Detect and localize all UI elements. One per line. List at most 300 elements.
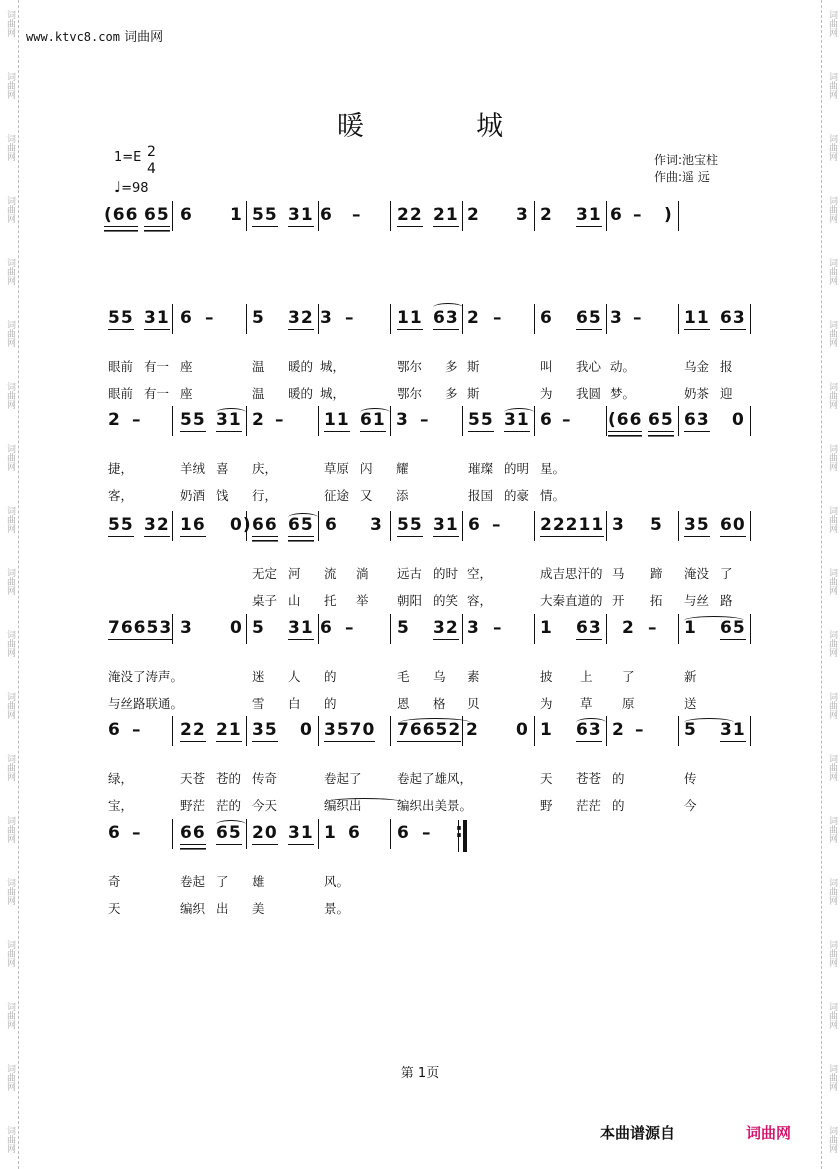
slur (324, 798, 404, 807)
lyric-verse1-r6-7: 天 (540, 771, 553, 786)
lyric-verse2-r6-7: 野 (540, 798, 553, 813)
lyric-verse1-r3-4: 庆， (252, 461, 278, 476)
note-r3-14: – (562, 410, 572, 430)
lyric-verse2-r2-12: 梦。 (610, 386, 636, 401)
lyric-verse1-r5-3: 人 (288, 669, 301, 684)
lyric-verse1-r3-7: 耀 (396, 461, 409, 476)
watermark-text: 词曲网 (5, 382, 15, 409)
lyric-verse2-r6-2: 野茫 (180, 798, 206, 813)
lyric-verse2-r2-8: 多 (445, 386, 458, 401)
note-r7-10: – (422, 823, 432, 843)
lyric-verse2-r2-3: 座 (180, 386, 193, 401)
barline (534, 614, 535, 644)
note-r3-9: 3 (396, 410, 409, 430)
watermark-text: 词曲网 (5, 754, 15, 781)
repeat-dots-icon: : (455, 818, 463, 842)
note-r3-18: 0 (732, 410, 745, 430)
lyric-verse2-r5-4: 的 (324, 696, 337, 711)
note-r3-6: – (275, 410, 285, 430)
lyric-verse2-r4-4: 举 (356, 593, 369, 608)
barline (246, 819, 247, 849)
note-r3-10: – (420, 410, 430, 430)
note-r2-3: 6 (180, 308, 193, 328)
lyric-verse1-r5-6: 乌 (433, 669, 446, 684)
lyric-verse1-r2-14: 报 (720, 359, 733, 374)
note-r5-14: 2 (622, 618, 635, 638)
lyric-verse2-r2-2: 有一 (144, 386, 170, 401)
footer-brand[interactable]: 词曲网 (746, 1124, 792, 1142)
barline (678, 716, 679, 746)
watermark-text: 词曲网 (827, 1064, 837, 1091)
note-r7-3: 66 (180, 823, 206, 843)
lyric-verse2-r4-10: 拓 (650, 593, 663, 608)
time-denominator: 4 (147, 161, 156, 177)
quarter-note-icon: ♩ (114, 178, 122, 196)
barline (246, 304, 247, 334)
note-r2-10: 63 (433, 308, 459, 328)
lyric-verse2-r2-4: 温 (252, 386, 265, 401)
note-r5-1: 76653 (108, 618, 173, 638)
note-r2-9: 11 (397, 308, 423, 328)
lyric-verse2-r2-1: 眼前 (108, 386, 134, 401)
note-r2-6: 32 (288, 308, 314, 328)
page-number: 第 1页 (400, 1066, 440, 1081)
barline (534, 716, 535, 746)
barline (462, 406, 463, 436)
note-r1-7: 6 (320, 205, 333, 225)
note-r2-15: 3 (610, 308, 623, 328)
note-r1-16: – (633, 205, 643, 225)
lyric-verse1-r6-8: 苍苍 (576, 771, 602, 786)
watermark-text: 词曲网 (5, 692, 15, 719)
lyric-verse1-r4-9: 马 (612, 566, 625, 581)
note-r3-3: 55 (180, 410, 206, 430)
lyric-verse1-r6-2: 天苍 (180, 771, 206, 786)
watermark-text: 词曲网 (5, 506, 15, 533)
barline (462, 614, 463, 644)
note-r5-7: – (345, 618, 355, 638)
lyric-verse2-r6-3: 茫的 (216, 798, 242, 813)
watermark-text: 词曲网 (5, 72, 15, 99)
barline (606, 511, 607, 541)
barline (606, 614, 607, 644)
lyric-verse1-r3-8: 璀璨 (468, 461, 494, 476)
lyric-verse2-r2-7: 鄂尔 (397, 386, 423, 401)
note-r1-11: 2 (467, 205, 480, 225)
note-r6-15: 5 (684, 720, 697, 740)
note-r6-5: 35 (252, 720, 278, 740)
lyric-verse1-r5-2: 迷 (252, 669, 265, 684)
note-r4-10: 31 (433, 515, 459, 535)
lyric-verse1-r5-5: 毛 (397, 669, 410, 684)
lyric-verse1-r7-4: 雄 (252, 874, 265, 889)
note-r4-2: 32 (144, 515, 170, 535)
lyric-verse1-r4-12: 了 (720, 566, 733, 581)
note-r1-5: 55 (252, 205, 278, 225)
lyric-verse2-r6-10: 今 (684, 798, 697, 813)
barline (462, 511, 463, 541)
lyric-verse1-r5-9: 上 (580, 669, 593, 684)
note-r6-9: 2 (466, 720, 479, 740)
note-r5-5: 31 (288, 618, 314, 638)
barline (750, 406, 751, 436)
lyric-verse2-r4-3: 托 (324, 593, 337, 608)
lyric-verse1-r2-3: 座 (180, 359, 193, 374)
lyric-verse1-r6-1: 绿， (108, 771, 134, 786)
lyric-verse1-r2-5: 暖的 (288, 359, 314, 374)
slur (576, 718, 606, 727)
lyric-verse2-r3-10: 情。 (540, 488, 566, 503)
title-char-2: 城 (476, 111, 504, 142)
barline (172, 819, 173, 849)
barline (390, 614, 391, 644)
credits (654, 152, 718, 186)
lyric-verse2-r4-6: 的笑 (433, 593, 459, 608)
note-r6-14: – (635, 720, 645, 740)
barline (390, 819, 391, 849)
lyric-verse1-r6-4: 传奇 (252, 771, 278, 786)
note-r4-12: – (492, 515, 502, 535)
lyric-verse1-r6-5: 卷起了 (324, 771, 362, 786)
barline (390, 304, 391, 334)
note-r2-18: 63 (720, 308, 746, 328)
barline (750, 304, 751, 334)
lyric-verse1-r4-3: 流 (324, 566, 337, 581)
barline (390, 201, 391, 231)
lyric-verse2-r2-5: 暖的 (288, 386, 314, 401)
lyric-verse1-r5-1: 淹没了涛声。 (108, 669, 184, 684)
barline (534, 304, 535, 334)
watermark-text: 词曲网 (5, 568, 15, 595)
slur (684, 616, 744, 625)
note-r5-11: – (493, 618, 503, 638)
note-r3-17: 63 (684, 410, 710, 430)
lyric-verse2-r5-11: 送 (684, 696, 697, 711)
lyric-verse1-r4-4: 淌 (356, 566, 369, 581)
note-r2-8: – (345, 308, 355, 328)
lyric-verse2-r3-6: 又 (360, 488, 373, 503)
note-r1-10: 21 (433, 205, 459, 225)
lyric-verse2-r6-5: 编织出 (324, 798, 362, 813)
lyric-verse1-r4-11: 淹没 (684, 566, 710, 581)
lyric-verse2-r2-10: 为 (540, 386, 553, 401)
note-r1-8: – (352, 205, 362, 225)
watermark-text: 词曲网 (827, 444, 837, 471)
barline (678, 614, 679, 644)
lyric-verse1-r2-13: 乌金 (684, 359, 710, 374)
lyric-verse1-r3-5: 草原 (324, 461, 350, 476)
watermark-text: 词曲网 (5, 134, 15, 161)
note-r5-16: 1 (684, 618, 697, 638)
lyric-verse1-r6-10: 传 (684, 771, 697, 786)
time-signature (147, 144, 156, 178)
note-r4-4: 0) (230, 515, 252, 535)
watermark-text: 词曲网 (827, 940, 837, 967)
lyric-verse1-r2-9: 斯 (467, 359, 480, 374)
note-r4-11: 6 (468, 515, 481, 535)
lyric-verse2-r6-8: 茫茫 (576, 798, 602, 813)
lyric-verse2-r6-4: 今天 (252, 798, 278, 813)
lyric-verse2-r7-2: 编织 (180, 901, 206, 916)
note-r2-2: 31 (144, 308, 170, 328)
lyric-verse2-r3-5: 征途 (324, 488, 350, 503)
barline (750, 614, 751, 644)
lyric-verse2-r4-11: 与丝 (684, 593, 710, 608)
lyric-verse1-r2-12: 动。 (610, 359, 636, 374)
lyric-verse2-r5-7: 贝 (467, 696, 480, 711)
note-r4-5: 66 (252, 515, 278, 535)
lyric-verse1-r2-8: 多 (445, 359, 458, 374)
lyric-verse1-r5-11: 新 (684, 669, 697, 684)
note-r1-1: (66 (104, 205, 139, 225)
lyric-verse2-r4-12: 路 (720, 593, 733, 608)
watermark-text: 词曲网 (827, 1126, 837, 1153)
note-r4-16: 35 (684, 515, 710, 535)
lyric-verse2-r5-2: 雪 (252, 696, 265, 711)
lyric-verse2-r3-2: 奶酒 (180, 488, 206, 503)
lyric-verse2-r2-6: 城， (320, 386, 346, 401)
note-r2-11: 2 (467, 308, 480, 328)
slur (288, 513, 318, 522)
note-r5-4: 5 (252, 618, 265, 638)
watermark-text: 词曲网 (827, 506, 837, 533)
note-r2-14: 65 (576, 308, 602, 328)
note-r2-16: – (633, 308, 643, 328)
final-barline-thick (463, 820, 467, 852)
watermark-text: 词曲网 (827, 134, 837, 161)
slur (684, 718, 734, 727)
note-r6-11: 1 (540, 720, 553, 740)
lyric-verse2-r2-11: 我圆 (576, 386, 602, 401)
lyric-verse2-r3-1: 客， (108, 488, 134, 503)
watermark-text: 词曲网 (827, 630, 837, 657)
note-r4-7: 6 (325, 515, 338, 535)
barline (318, 304, 319, 334)
lyric-verse1-r6-9: 的 (612, 771, 625, 786)
slur (360, 408, 390, 417)
lyric-verse1-r6-3: 苍的 (216, 771, 242, 786)
note-r3-1: 2 (108, 410, 121, 430)
barline (534, 201, 535, 231)
note-r3-7: 11 (324, 410, 350, 430)
tempo-value: =98 (121, 181, 149, 196)
watermark-text: 词曲网 (5, 196, 15, 223)
barline (246, 511, 247, 541)
lyric-verse1-r2-6: 城， (320, 359, 346, 374)
slur (504, 408, 534, 417)
note-r5-15: – (648, 618, 658, 638)
slur (433, 303, 463, 312)
slur (216, 408, 246, 417)
watermark-text: 词曲网 (5, 258, 15, 285)
barline (246, 614, 247, 644)
barline (606, 406, 607, 436)
note-r5-12: 1 (540, 618, 553, 638)
lyric-verse2-r2-13: 奶茶 (684, 386, 710, 401)
lyric-verse1-r7-1: 奇 (108, 874, 121, 889)
lyric-verse2-r6-1: 宝， (108, 798, 134, 813)
watermark-text: 词曲网 (827, 382, 837, 409)
lyric-verse1-r3-10: 星。 (540, 461, 566, 476)
note-r6-1: 6 (108, 720, 121, 740)
note-r7-7: 1 (324, 823, 337, 843)
note-r3-13: 6 (540, 410, 553, 430)
lyric-verse1-r3-2: 羊绒 (180, 461, 206, 476)
lyric-verse2-r5-9: 草 (580, 696, 593, 711)
tempo-marking (114, 178, 149, 196)
lyric-verse2-r4-5: 朝阳 (397, 593, 423, 608)
watermark-text: 词曲网 (827, 10, 837, 37)
lyric-verse2-r7-5: 景。 (324, 901, 350, 916)
note-r2-12: – (493, 308, 503, 328)
lyric-verse1-r4-10: 蹄 (650, 566, 663, 581)
lyric-verse1-r4-2: 河 (288, 566, 301, 581)
composer: 作曲:遥 远 (654, 170, 710, 184)
lyric-verse1-r5-7: 素 (467, 669, 480, 684)
note-r4-15: 5 (650, 515, 663, 535)
watermark-text: 词曲网 (5, 1002, 15, 1029)
note-r4-6: 65 (288, 515, 314, 535)
barline (172, 304, 173, 334)
lyric-verse2-r5-8: 为 (540, 696, 553, 711)
note-r3-4: 31 (216, 410, 242, 430)
note-r1-12: 3 (516, 205, 529, 225)
title-char-1: 暖 (336, 111, 364, 142)
lyric-verse1-r4-5: 远古 (397, 566, 423, 581)
note-r6-2: – (132, 720, 142, 740)
watermark-text: 词曲网 (5, 630, 15, 657)
lyric-verse1-r4-8: 成吉思汗的 (540, 566, 603, 581)
lyric-verse1-r3-9: 的明 (504, 461, 530, 476)
note-r7-9: 6 (397, 823, 410, 843)
note-r5-6: 6 (320, 618, 333, 638)
lyric-verse1-r6-6: 卷起了雄风， (397, 771, 473, 786)
watermark-text: 词曲网 (827, 196, 837, 223)
barline (678, 406, 679, 436)
watermark-text: 词曲网 (827, 320, 837, 347)
note-r7-4: 65 (216, 823, 242, 843)
lyric-verse2-r3-4: 行， (252, 488, 278, 503)
site-header (26, 26, 163, 45)
note-r1-15: 6 (610, 205, 623, 225)
note-r3-11: 55 (468, 410, 494, 430)
note-r2-7: 3 (320, 308, 333, 328)
footer-source: 本曲谱源自 (600, 1124, 676, 1142)
lyric-verse1-r3-3: 喜 (216, 461, 229, 476)
barline (318, 201, 319, 231)
lyric-verse2-r7-3: 出 (216, 901, 229, 916)
note-r2-4: – (205, 308, 215, 328)
watermark-text: 词曲网 (5, 444, 15, 471)
lyric-verse1-r2-1: 眼前 (108, 359, 134, 374)
note-r6-7: 3570 (324, 720, 376, 740)
barline (462, 201, 463, 231)
watermark-text: 词曲网 (5, 1126, 15, 1153)
lyric-verse1-r7-3: 了 (216, 874, 229, 889)
watermark-text: 词曲网 (827, 1002, 837, 1029)
barline (172, 201, 173, 231)
note-r1-4: 1 (230, 205, 243, 225)
note-r1-17: ) (664, 205, 673, 225)
lyric-verse2-r7-1: 天 (108, 901, 121, 916)
watermark-text: 词曲网 (827, 568, 837, 595)
lyric-verse1-r7-2: 卷起 (180, 874, 206, 889)
note-r2-17: 11 (684, 308, 710, 328)
barline (246, 406, 247, 436)
lyric-verse2-r6-9: 的 (612, 798, 625, 813)
barline (678, 511, 679, 541)
barline (318, 614, 319, 644)
note-r5-3: 0 (230, 618, 243, 638)
note-r6-12: 63 (576, 720, 602, 740)
lyric-verse2-r4-9: 开 (612, 593, 625, 608)
barline (390, 716, 391, 746)
lyric-verse1-r7-5: 风。 (324, 874, 350, 889)
lyric-verse1-r2-2: 有一 (144, 359, 170, 374)
note-r3-2: – (132, 410, 142, 430)
lyric-verse2-r2-14: 迎 (720, 386, 733, 401)
barline (246, 201, 247, 231)
watermark-text: 词曲网 (5, 320, 15, 347)
note-r4-3: 16 (180, 515, 206, 535)
note-r6-3: 22 (180, 720, 206, 740)
lyric-verse2-r2-9: 斯 (467, 386, 480, 401)
lyric-verse2-r3-3: 饯 (216, 488, 229, 503)
lyric-verse2-r4-7: 容， (467, 593, 493, 608)
note-r2-5: 5 (252, 308, 265, 328)
note-r6-4: 21 (216, 720, 242, 740)
note-r7-2: – (132, 823, 142, 843)
barline (390, 511, 391, 541)
barline (606, 201, 607, 231)
watermark-text: 词曲网 (5, 1064, 15, 1091)
watermark-text: 词曲网 (827, 692, 837, 719)
lyric-verse2-r3-9: 的豪 (504, 488, 530, 503)
site-name: 词曲网 (124, 30, 164, 45)
lyric-verse1-r5-4: 的 (324, 669, 337, 684)
note-r5-10: 3 (467, 618, 480, 638)
lyric-verse1-r5-10: 了 (622, 669, 635, 684)
note-r1-9: 22 (397, 205, 423, 225)
note-r4-1: 55 (108, 515, 134, 535)
note-r6-6: 0 (300, 720, 313, 740)
note-r7-5: 20 (252, 823, 278, 843)
barline (750, 716, 751, 746)
note-r1-6: 31 (288, 205, 314, 225)
note-r4-17: 60 (720, 515, 746, 535)
lyric-verse2-r5-6: 格 (433, 696, 446, 711)
note-r5-17: 65 (720, 618, 746, 638)
lyric-verse1-r2-7: 鄂尔 (397, 359, 423, 374)
note-r1-14: 31 (576, 205, 602, 225)
barline (318, 716, 319, 746)
note-r1-13: 2 (540, 205, 553, 225)
barline (606, 716, 607, 746)
note-r7-6: 31 (288, 823, 314, 843)
site-url[interactable]: www.ktvc8.com (26, 30, 120, 44)
barline (678, 201, 679, 231)
watermark-text: 词曲网 (5, 940, 15, 967)
lyric-verse2-r6-6: 编织出美景。 (397, 798, 473, 813)
barline (246, 716, 247, 746)
watermark-text: 词曲网 (827, 258, 837, 285)
lyric-verse1-r3-1: 捷， (108, 461, 134, 476)
lyric-verse1-r2-4: 温 (252, 359, 265, 374)
lyric-verse1-r5-8: 披 (540, 669, 553, 684)
slur (400, 718, 470, 727)
barline (390, 406, 391, 436)
barline (318, 406, 319, 436)
